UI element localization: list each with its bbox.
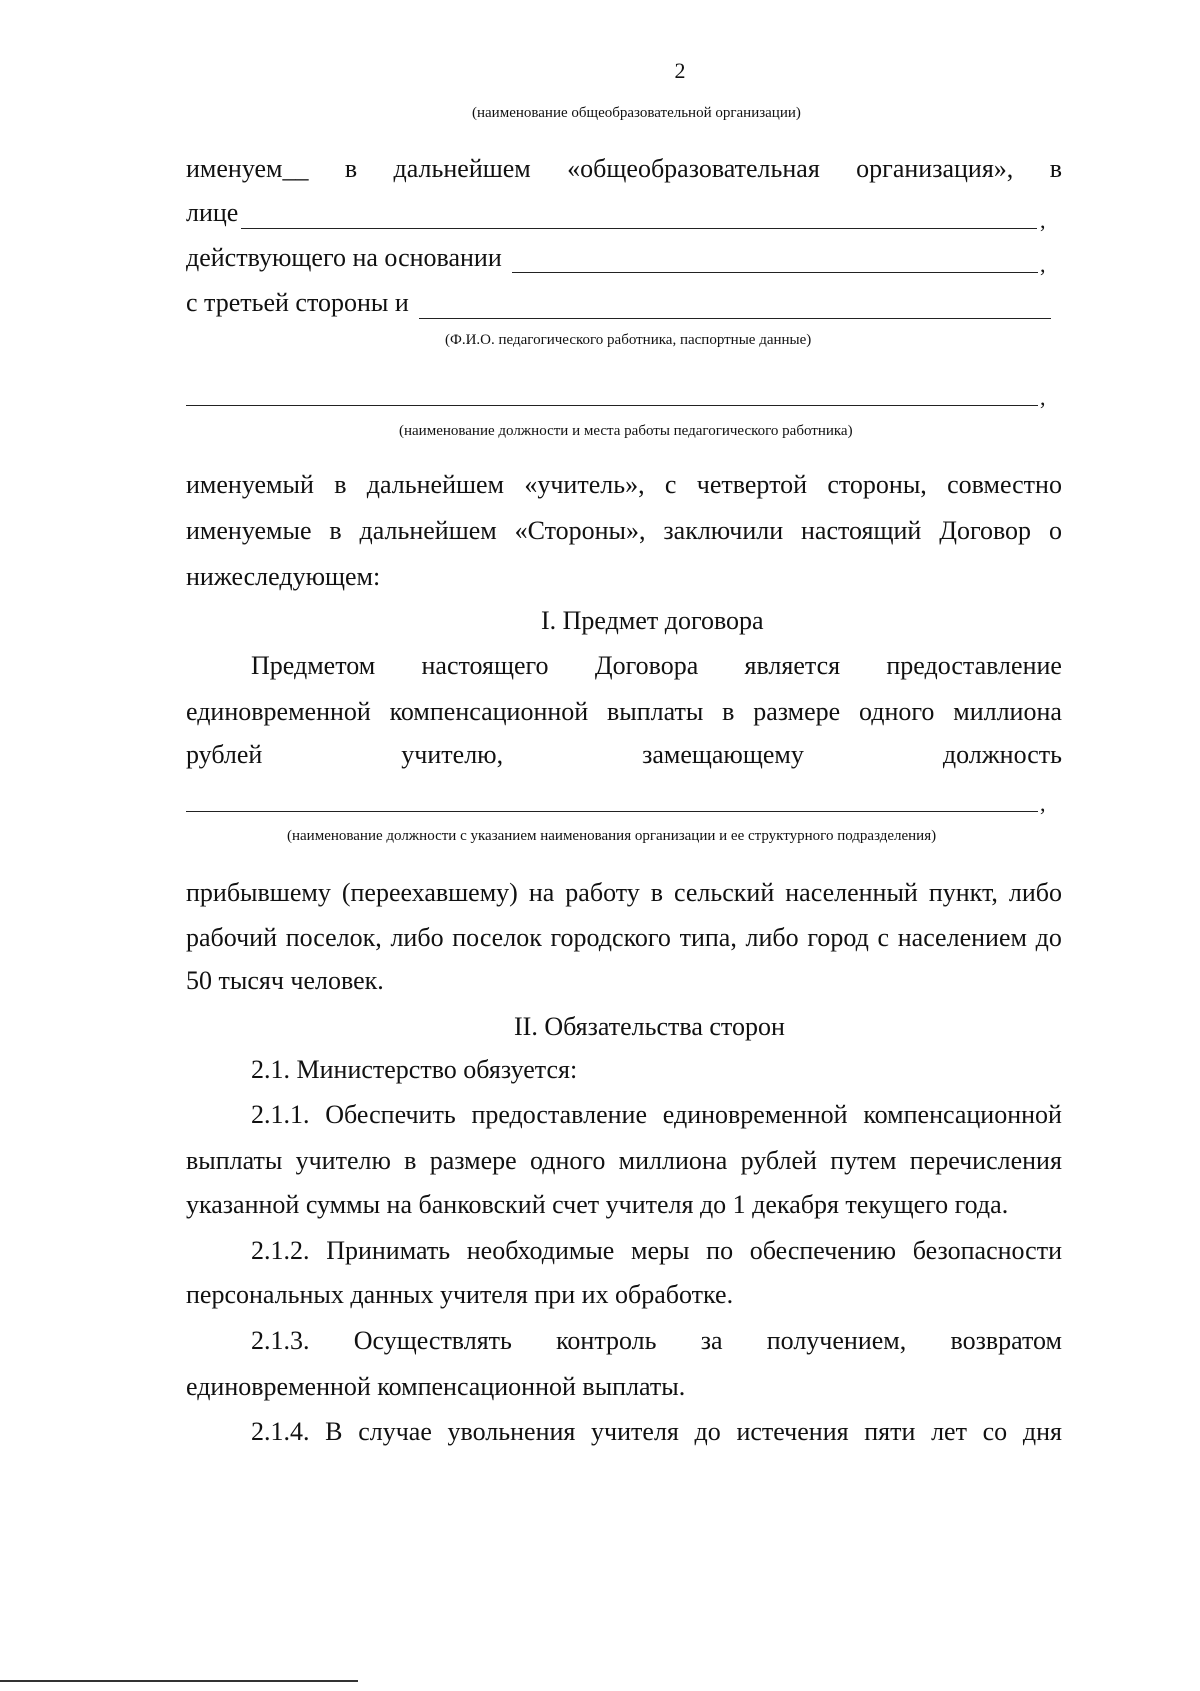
word: сельский	[674, 878, 775, 907]
field-lice-line[interactable]	[241, 228, 1037, 229]
word: настоящий	[801, 516, 922, 545]
caption-position: (наименование должности и места работы педагогического работника)	[399, 423, 853, 439]
word: до	[1035, 923, 1062, 952]
item-2-1-3-line-1	[251, 1326, 1062, 1356]
word: в	[722, 697, 735, 726]
word: В	[325, 1417, 343, 1446]
word: предоставление	[471, 1100, 648, 1129]
word: 2.1.2.	[251, 1236, 310, 1265]
word: предоставление	[886, 651, 1062, 680]
field-teacher-name-line[interactable]	[419, 318, 1051, 319]
word: рабочий	[186, 923, 277, 952]
word: «общеобразовательная	[567, 154, 820, 183]
teacher-paragraph-line-2	[186, 516, 1062, 546]
page-number: 2	[674, 58, 686, 83]
arrived-paragraph-line-1	[186, 878, 1062, 908]
item-2-1: 2.1. Министерство обязуется:	[251, 1055, 578, 1084]
word: за	[700, 1326, 723, 1355]
item-2-1-1-line-3: указанной суммы на банковский счет учителя до 1 декабря текущего года.	[186, 1190, 1009, 1219]
item-2-1-2-line-2: персональных данных учителя при их обработке.	[186, 1280, 734, 1309]
word: (переехавшему)	[341, 878, 518, 907]
word: населением	[897, 923, 1027, 952]
word: единовременной	[186, 697, 371, 726]
word: миллиона	[953, 697, 1062, 726]
word: Принимать	[326, 1236, 451, 1265]
label-acting: действующего на основании	[186, 243, 502, 272]
word: увольнения	[447, 1417, 576, 1446]
arrived-paragraph-line-2	[186, 923, 1062, 953]
word: Договора	[594, 651, 699, 680]
word: дальнейшем	[366, 470, 505, 499]
word: рублей	[740, 1146, 817, 1175]
word: городского	[550, 923, 671, 952]
word: с	[664, 470, 677, 499]
word: по	[706, 1236, 734, 1265]
word: пяти	[864, 1417, 916, 1446]
field-position-org-line[interactable]	[186, 811, 1038, 812]
word: единовременной	[662, 1100, 848, 1129]
word: необходимые	[466, 1236, 615, 1265]
word: либо	[390, 923, 444, 952]
word: в	[329, 516, 342, 545]
word: организация»,	[856, 154, 1014, 183]
word: компенсационной	[389, 697, 589, 726]
word: «учитель»,	[524, 470, 645, 499]
comma: ,	[1040, 791, 1046, 816]
word: истечения	[736, 1417, 849, 1446]
word: настоящего	[421, 651, 549, 680]
comma: ,	[1040, 385, 1046, 410]
item-2-1-2-line-1	[251, 1236, 1062, 1266]
word: работу	[565, 878, 640, 907]
word: город	[807, 923, 869, 952]
word: контроль	[556, 1326, 657, 1355]
word: выплаты	[186, 1146, 283, 1175]
word: «Стороны»,	[514, 516, 646, 545]
word: поселок	[452, 923, 542, 952]
item-2-1-3-line-2: единовременной компенсационной выплаты.	[186, 1372, 686, 1401]
word: в	[404, 1146, 417, 1175]
word: учителю,	[401, 740, 504, 769]
word: стороны,	[827, 470, 927, 499]
word: в	[344, 154, 358, 183]
intro-line	[186, 154, 1062, 184]
word: поселок,	[285, 923, 382, 952]
word: именуемый	[186, 470, 314, 499]
caption-organization: (наименование общеобразовательной организации)	[472, 105, 801, 121]
word: до	[694, 1417, 721, 1446]
word: четвертой	[696, 470, 808, 499]
word: путем	[830, 1146, 897, 1175]
word: на	[528, 878, 555, 907]
word: с	[877, 923, 890, 952]
page-bottom-rule	[0, 1680, 358, 1682]
word: возвратом	[950, 1326, 1062, 1355]
word: миллиона	[618, 1146, 728, 1175]
word: населенный	[785, 878, 918, 907]
word: размере	[429, 1146, 517, 1175]
word: размере	[753, 697, 841, 726]
word: безопасности	[912, 1236, 1062, 1265]
label-lice: лице	[186, 198, 239, 227]
word: случае	[358, 1417, 432, 1446]
word: лет	[931, 1417, 967, 1446]
word: одного	[859, 697, 935, 726]
subject-paragraph-line-2	[186, 697, 1062, 727]
word: в	[650, 878, 664, 907]
subject-paragraph-line-3	[186, 740, 1062, 770]
section-2-title: II. Обязательства сторон	[514, 1012, 785, 1041]
word: в	[1049, 154, 1062, 183]
caption-fio: (Ф.И.О. педагогического работника, паспортные данные)	[445, 332, 812, 348]
word: должность	[942, 740, 1062, 769]
word: дальнейшем	[359, 516, 497, 545]
word: пункт,	[928, 878, 998, 907]
word: компенсационной	[863, 1100, 1062, 1129]
word: является	[744, 651, 841, 680]
word: получением,	[766, 1326, 907, 1355]
word: дня	[1022, 1417, 1062, 1446]
word: Предметом	[251, 651, 376, 680]
word: именуемые	[186, 516, 312, 545]
label-third-party: с третьей стороны и	[186, 288, 409, 317]
word: совместно	[947, 470, 1062, 499]
word: прибывшему	[186, 878, 331, 907]
word: типа,	[679, 923, 737, 952]
word: выплаты	[607, 697, 704, 726]
word: либо	[1008, 878, 1062, 907]
subject-paragraph-line-1	[251, 651, 1062, 681]
word: обеспечению	[749, 1236, 897, 1265]
word: рублей	[186, 740, 263, 769]
field-position-line[interactable]	[186, 405, 1038, 406]
word: дальнейшем	[393, 154, 531, 183]
word: в	[334, 470, 347, 499]
word: одного	[529, 1146, 606, 1175]
word: либо	[745, 923, 799, 952]
field-basis-line[interactable]	[512, 272, 1038, 273]
word: со	[982, 1417, 1008, 1446]
teacher-paragraph-line-1	[186, 470, 1062, 500]
word: перечисления	[909, 1146, 1062, 1175]
item-2-1-1-line-1	[251, 1100, 1062, 1130]
word: 2.1.1.	[251, 1100, 310, 1129]
word: 2.1.4.	[251, 1417, 310, 1446]
word: 2.1.3.	[251, 1326, 310, 1355]
word: Договор	[939, 516, 1032, 545]
word: заключили	[663, 516, 784, 545]
arrived-paragraph-line-3: 50 тысяч человек.	[186, 966, 384, 995]
word: Осуществлять	[353, 1326, 512, 1355]
word: учителя	[591, 1417, 679, 1446]
word: именуем__	[186, 154, 309, 183]
comma: ,	[1040, 252, 1046, 277]
caption-position-org: (наименование должности с указанием наименования организации и ее структурного подразделения)	[287, 828, 937, 844]
item-2-1-1-line-2	[186, 1146, 1062, 1176]
section-1-title: I. Предмет договора	[541, 606, 764, 635]
teacher-paragraph-line-3: нижеследующем:	[186, 562, 381, 591]
word: меры	[631, 1236, 690, 1265]
word: Обеспечить	[325, 1100, 456, 1129]
word: о	[1048, 516, 1062, 545]
item-2-1-4-line-1	[251, 1417, 1062, 1447]
word: замещающему	[642, 740, 804, 769]
comma: ,	[1040, 208, 1046, 233]
word: учителю	[295, 1146, 391, 1175]
